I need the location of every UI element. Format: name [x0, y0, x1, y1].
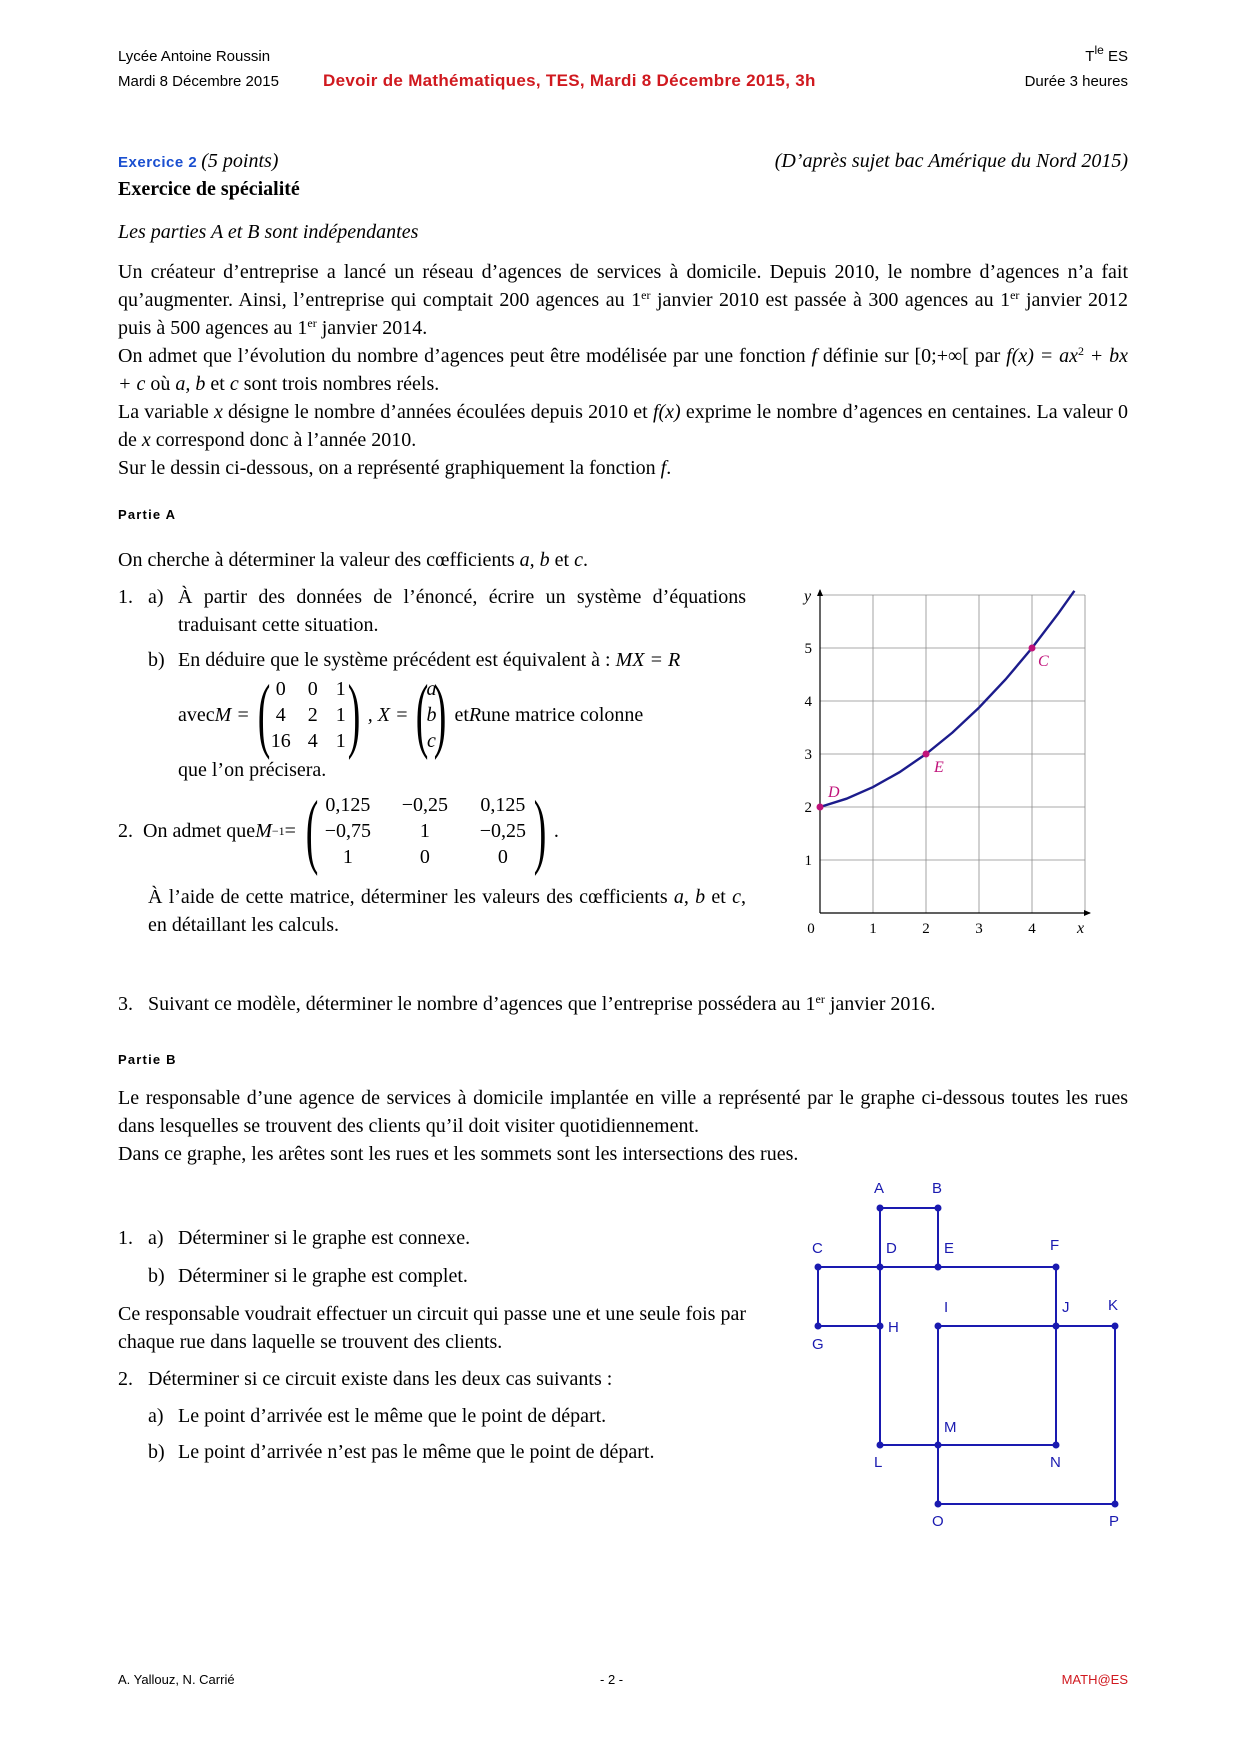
- matrix-m-lparen: (: [257, 668, 271, 761]
- intro-p4a: Sur le dessin ci-dessous, on a représenté graphiquement la fonction: [118, 457, 661, 479]
- label-j: J: [1062, 1299, 1070, 1316]
- q1a-text: À partir des données de l’énoncé, écrire un système d’équations traduisant cette situation.: [178, 586, 746, 636]
- y-tick-label: 3: [804, 747, 812, 763]
- vertex-p: [1112, 1501, 1119, 1508]
- vertex-c: [815, 1264, 822, 1271]
- intro-paragraph-4: [118, 454, 1128, 482]
- footer-page: - 2 -: [600, 1672, 624, 1687]
- matrix-minv-cell: −0,25: [479, 820, 527, 842]
- label-d: D: [886, 1240, 897, 1257]
- vertex-b: [935, 1205, 942, 1212]
- q1a-label: a): [148, 586, 164, 608]
- x-tick-label: 1: [869, 921, 877, 937]
- intro-p3d: correspond donc à l’année 2010.: [150, 429, 417, 451]
- q2-line: 2. On admet que M −1 = ( 0,125 −0,25 0,125 −0,75 1 −0,25 1 0 0 ) .: [118, 784, 559, 877]
- q1-number: 1.: [118, 586, 133, 608]
- y-tick-label: 5: [804, 641, 812, 657]
- label-o: O: [932, 1513, 944, 1530]
- part-b-intro-1: Le responsable d’une agence de services à domicile implantée en ville a représenté par le graphe ci-dessous toutes les rues dans lesquelles se trouvent des clients qu’il doit visiter quotidiennement.: [118, 1087, 1128, 1137]
- intro-p1d: janvier 2014.: [316, 317, 428, 339]
- street-graph: [800, 1170, 1140, 1530]
- matrix-minv-cell: 0,125: [480, 794, 526, 816]
- intro-paragraph-3: [118, 398, 1128, 454]
- page-title: Devoir de Mathématiques, TES, Mardi 8 Décembre 2015, 3h: [323, 71, 816, 90]
- graph-labels: [812, 1180, 1119, 1530]
- q1b-text-main: En déduire que le système précédent est équivalent à :: [178, 649, 616, 671]
- school-name: Lycée Antoine Roussin: [118, 48, 271, 65]
- matrix-m-cell: 2: [307, 704, 318, 726]
- label-g: G: [812, 1336, 824, 1353]
- matrix-minv-cell: 0: [419, 846, 430, 868]
- intro-p2f: f: [811, 345, 818, 367]
- x-tick-label: 4: [1028, 921, 1036, 937]
- matrix-x-lparen: (: [416, 668, 429, 761]
- exercise-note: Les parties A et B sont indépendantes: [118, 221, 419, 243]
- vertex-o: [935, 1501, 942, 1508]
- matrix-x-cell: c: [427, 730, 436, 752]
- x-tick-label: 0: [807, 921, 815, 937]
- vertex-l: [877, 1442, 884, 1449]
- partb-q1-number: 1.: [118, 1227, 133, 1249]
- vertex-d: [877, 1264, 884, 1271]
- q2-dot: .: [553, 820, 559, 842]
- intro-p1b: janvier 2010 est passée à 300 agences au 1: [650, 289, 1011, 311]
- partb-q1a-text: Déterminer si le graphe est connexe.: [178, 1227, 471, 1249]
- matrix-minv-grid: [312, 792, 540, 870]
- q1b-end: que l’on précisera.: [178, 759, 327, 781]
- q2-follow: [148, 883, 746, 939]
- intro-p3a: La variable: [118, 401, 214, 423]
- intro-sup3: er: [307, 316, 317, 330]
- q1b-equation: MX = R: [615, 649, 681, 671]
- matrix-minv-cell: 1: [419, 820, 430, 842]
- vertex-m: [935, 1442, 942, 1449]
- function-curve: [820, 591, 1074, 807]
- intro-p2var-c: c: [229, 373, 239, 395]
- intro-p2b: définie sur [0;+∞[ par: [817, 345, 1007, 367]
- label-i: I: [944, 1299, 949, 1316]
- intro-p2c: où: [145, 373, 176, 395]
- exercise-points: (5 points): [201, 150, 279, 172]
- label-h: H: [888, 1319, 899, 1336]
- circuit-text: Ce responsable voudrait effectuer un circuit qui passe une et une seule fois par chaque rue dans laquelle se trouvent des clients.: [118, 1303, 746, 1353]
- matrix-m-cell: 1: [335, 678, 346, 700]
- label-c: C: [812, 1240, 823, 1257]
- intro-p2e: sont trois nombres réels.: [238, 373, 440, 395]
- partb-q2b-label: b): [148, 1441, 165, 1463]
- exercise-label: Exercice 2: [118, 154, 198, 171]
- intro-p2a: On admet que l’évolution du nombre d’agences peut être modélisée par une fonction: [118, 345, 812, 367]
- matrix-minv-cell: 0,125: [325, 794, 371, 816]
- q2-equals: =: [284, 820, 296, 842]
- vertex-j: [1053, 1323, 1060, 1330]
- class-rest: ES: [1103, 48, 1128, 65]
- vertex-h: [877, 1323, 884, 1330]
- footer-authors: A. Yallouz, N. Carrié: [118, 1672, 235, 1687]
- q3-number: 3.: [118, 993, 133, 1015]
- matrix-m-inverse: [298, 784, 554, 877]
- q2-follow-end: , en détaillant les calculs.: [148, 886, 746, 936]
- q2-matrix-name: M: [255, 820, 272, 842]
- vertex-n: [1053, 1442, 1060, 1449]
- q2-follow-var-b: b: [695, 886, 706, 908]
- intro-formula-exp: 2: [1077, 344, 1084, 358]
- x-axis-label: x: [1077, 920, 1085, 937]
- part-b-label: Partie B: [118, 1052, 177, 1067]
- part-a-intro: [118, 546, 748, 574]
- partb-q1b-label: b): [148, 1265, 165, 1287]
- intro-sup2: er: [1010, 288, 1020, 302]
- matrix-x-eq: , X =: [367, 704, 409, 726]
- vertex-k: [1112, 1323, 1119, 1330]
- q3-text: [148, 990, 935, 1018]
- intro-p1a: Un créateur d’entreprise a lancé un réseau d’agences de services à domicile. Depuis 2010, le nombre d’agences n’a fait qu’augmenter. Ainsi, l’entreprise qui comptait 200 agences au 1: [118, 261, 1128, 311]
- matrix-minv-lparen: (: [305, 784, 319, 877]
- matrix-r-text: une matrice colonne: [481, 704, 644, 726]
- exercise-header: [118, 150, 1128, 173]
- matrix-m-cell: 1: [335, 730, 346, 752]
- matrix-minv-cell: −0,75: [324, 820, 372, 842]
- intro-p1c: janvier 2012 puis à 500 agences au 1: [118, 289, 1129, 339]
- intro-text: [118, 258, 1128, 482]
- y-axis-arrow: [817, 589, 823, 596]
- partb-q2-text: Déterminer si ce circuit existe dans les deux cas suivants :: [148, 1368, 613, 1390]
- vertex-g: [815, 1323, 822, 1330]
- graph-edges: [818, 1208, 1115, 1504]
- vertex-a: [877, 1205, 884, 1212]
- matrix-minv-cell: −0,25: [401, 794, 449, 816]
- q3-text-b: janvier 2016.: [824, 993, 936, 1015]
- avec-label: avec: [178, 704, 215, 726]
- part-a-intro-c: c: [574, 549, 583, 571]
- q2-follow-et: et: [705, 886, 733, 908]
- class-label: [1085, 43, 1128, 67]
- intro-sup1: er: [641, 288, 651, 302]
- label-k: K: [1108, 1297, 1119, 1314]
- part-a-intro-b: et: [549, 549, 575, 571]
- matrix-m-cell: 0: [275, 678, 286, 700]
- part-a-label: Partie A: [118, 507, 177, 522]
- q3-sup: er: [815, 992, 825, 1006]
- matrix-m-cell: 1: [335, 704, 346, 726]
- intro-paragraph-2: [118, 342, 1128, 398]
- matrix-m-rparen: ): [347, 668, 361, 761]
- label-l: L: [874, 1454, 883, 1471]
- intro-p4b: .: [666, 457, 672, 479]
- part-a-intro-vars: a, b: [519, 549, 550, 571]
- partb-q2a-text: Le point d’arrivée est le même que le point de départ.: [178, 1405, 607, 1427]
- matrix-minv-cell: 1: [342, 846, 353, 868]
- intro-p3x2: x: [141, 429, 151, 451]
- matrix-x-cell: b: [426, 704, 437, 726]
- q2-text: On admet que: [143, 820, 256, 842]
- point-c: [1029, 645, 1036, 652]
- part-b-intro: [118, 1084, 1128, 1168]
- matrix-m-cell: 4: [307, 730, 318, 752]
- partb-q2-number: 2.: [118, 1368, 133, 1390]
- label-m: M: [944, 1419, 957, 1436]
- intro-p4f: f: [660, 457, 667, 479]
- intro-p3fx: f(x): [652, 401, 681, 423]
- part-b-intro-2: Dans ce graphe, les arêtes sont les rues et les sommets sont les intersections des rues.: [118, 1143, 799, 1165]
- matrix-x-cell: a: [426, 678, 437, 700]
- point-label-d: D: [828, 784, 840, 801]
- matrix-m-eq: M =: [214, 704, 250, 726]
- point-d: [817, 804, 824, 811]
- vertex-f: [1053, 1264, 1060, 1271]
- intro-p3b: désigne le nombre d’années écoulées depuis 2010 et: [222, 401, 653, 423]
- et-r-label: et: [454, 704, 469, 726]
- matrix-m: [250, 668, 368, 761]
- class-main: T: [1085, 48, 1095, 65]
- duration: Durée 3 heures: [1024, 73, 1128, 90]
- point-e: [923, 751, 930, 758]
- partb-q2b-text: Le point d’arrivée n’est pas le même que le point de départ.: [178, 1441, 655, 1463]
- exercise-heading: Exercice de spécialité: [118, 178, 300, 200]
- matrix-x-rparen: ): [434, 668, 447, 761]
- label-n: N: [1050, 1454, 1061, 1471]
- intro-p3c: exprime le nombre d’agences en centaines. La valeur 0 de: [118, 401, 1128, 451]
- intro-p2d: et: [205, 373, 230, 395]
- label-e: E: [944, 1240, 955, 1257]
- intro-formula: f(x) = ax: [1006, 345, 1078, 367]
- q2-follow-var-a: a: [673, 886, 684, 908]
- intro-formula-2: + bx + c: [118, 345, 1129, 395]
- vertex-i: [935, 1323, 942, 1330]
- x-axis-arrow: [1084, 910, 1091, 916]
- label-b: B: [932, 1180, 943, 1197]
- part-a-intro-d: .: [583, 549, 588, 571]
- y-tick-label: 4: [804, 694, 812, 710]
- x-tick-label: 2: [922, 921, 930, 937]
- matrix-minv-cell: 0: [497, 846, 508, 868]
- q2-follow-a: À l’aide de cette matrice, déterminer les valeurs des cœfficients: [148, 886, 674, 908]
- q3-text-a: Suivant ce modèle, déterminer le nombre d’agences que l’entreprise possédera au 1: [148, 993, 816, 1015]
- matrix-r-name: R: [468, 704, 482, 726]
- partb-q2a-label: a): [148, 1405, 164, 1427]
- label-f: F: [1050, 1237, 1060, 1254]
- graph-vertices: [815, 1205, 1119, 1508]
- intro-p3x: x: [213, 401, 223, 423]
- label-a: A: [874, 1180, 885, 1197]
- q1b-label: b): [148, 649, 165, 671]
- class-sup: le: [1094, 43, 1104, 57]
- matrix-m-cell: 4: [275, 704, 286, 726]
- matrix-m-cell: 16: [270, 730, 291, 752]
- q2-number: 2.: [118, 820, 133, 842]
- y-tick-label: 1: [804, 853, 812, 869]
- part-a-intro-a: On cherche à déterminer la valeur des cœfficients: [118, 549, 520, 571]
- point-label-e: E: [934, 759, 944, 776]
- partb-q1b-text: Déterminer si le graphe est complet.: [178, 1265, 468, 1287]
- matrix-line: [178, 668, 748, 761]
- y-tick-label: 2: [804, 800, 812, 816]
- q2-follow-var-c: c: [732, 886, 741, 908]
- matrix-minv-rparen: ): [533, 784, 547, 877]
- matrix-m-grid: [264, 676, 354, 754]
- intro-p2vars: a, b: [175, 373, 206, 395]
- footer-brand: MATH@ES: [1061, 1672, 1128, 1687]
- header-date: Mardi 8 Décembre 2015: [118, 73, 279, 90]
- label-p: P: [1109, 1513, 1120, 1530]
- x-tick-label: 3: [975, 921, 983, 937]
- partb-q1a-label: a): [148, 1227, 164, 1249]
- point-label-c: C: [1038, 653, 1049, 670]
- matrix-x: [408, 668, 454, 761]
- function-chart: [800, 555, 1140, 950]
- intro-paragraph-1: [118, 258, 1128, 342]
- q2-follow-comma: ,: [683, 886, 689, 908]
- vertex-e: [935, 1264, 942, 1271]
- exercise-source: (D’après sujet bac Amérique du Nord 2015): [774, 150, 1128, 172]
- matrix-m-cell: 0: [307, 678, 318, 700]
- y-axis-label: y: [804, 588, 812, 605]
